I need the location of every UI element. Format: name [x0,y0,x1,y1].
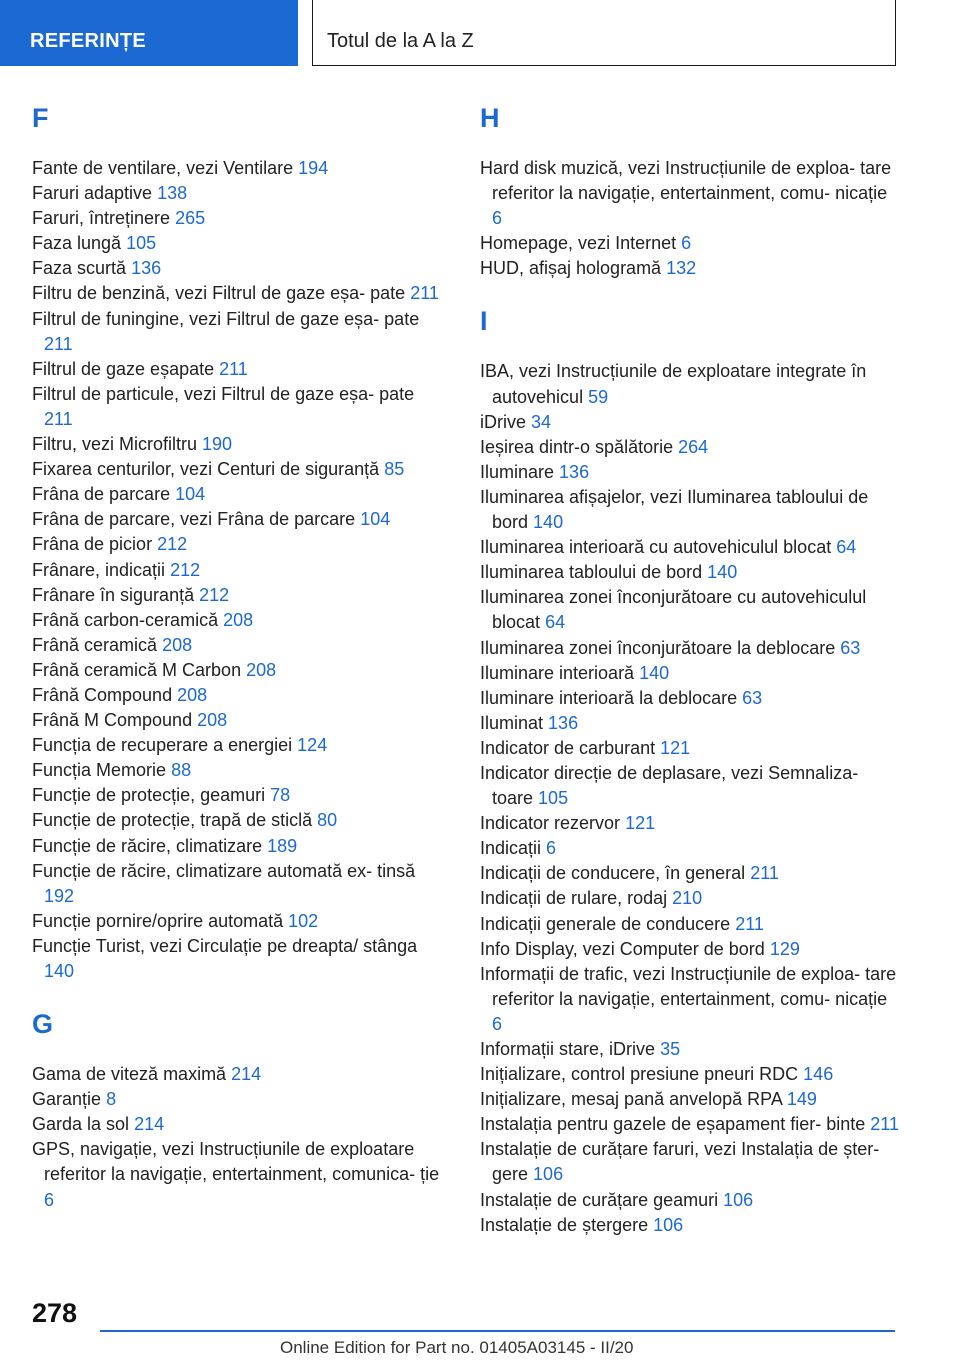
index-page-link[interactable]: 35 [660,1039,681,1059]
index-page-link[interactable]: 140 [707,562,738,583]
page-number: 278 [32,1298,78,1328]
index-entry [32,532,442,557]
index-entry [32,859,442,909]
index-page-link[interactable]: 192 [44,885,75,906]
index-page-link[interactable]: 104 [175,484,206,505]
index-entry [480,736,900,761]
index-entry-text: Filtrul de gaze eșapate [32,358,215,379]
index-entry [480,1188,900,1213]
index-page-link[interactable]: 102 [288,910,319,931]
index-entry [32,558,442,583]
index-page-link[interactable]: 211 [410,283,439,304]
index-entry [32,758,442,783]
index-page-link[interactable]: 105 [126,233,157,254]
index-page-link[interactable]: 208 [197,710,228,731]
index-entry [480,811,900,836]
index-entry-text: Funcție Turist, vezi Circulație pe dreapta/ stânga [32,935,418,956]
index-entry [32,482,442,507]
index-entry-text: Informații de trafic, vezi Instrucțiunile de exploa‐ tare referitor la navigație, entertainment, comu‐ nicație [480,963,897,1009]
index-entry-text: Ieșirea dintr-o spălătorie [480,436,674,457]
header-section-tab [0,0,298,66]
index-page-link[interactable]: 59 [588,386,609,407]
index-entry [480,535,900,560]
index-entry-text: Instalație de ștergere [480,1214,649,1235]
index-entry-text: Frână carbon-ceramică [32,609,219,630]
index-page-link[interactable]: 106 [533,1164,564,1185]
header-chapter-box [312,0,896,66]
index-page-link[interactable]: 194 [298,158,329,178]
index-entry [480,156,900,231]
index-entry [480,761,900,811]
index-page-link[interactable]: 211 [735,913,764,934]
index-entry-text: Funcție de răcire, climatizare automată ex‐ tinsă [32,860,416,881]
index-entry-text: Iluminarea zonei înconjurătoare cu autovehiculul blocat [480,587,867,633]
index-entry-text: IBA, vezi Instrucțiunile de exploatare integrate în autovehicul [480,361,867,407]
index-entry [480,1213,900,1238]
index-page-link[interactable]: 208 [223,609,254,630]
index-entry [32,909,442,934]
index-entry [480,886,900,911]
index-entry [32,1137,442,1212]
index-letter-heading: F [32,103,49,133]
index-entry-text: Instalația pentru gazele de eșapament fier‐ binte [480,1114,866,1135]
index-entry-text: Frână Compound [32,684,173,705]
index-entry [480,661,900,686]
index-entry [480,1087,900,1112]
index-page-link[interactable]: 6 [492,1013,503,1034]
index-entry-text: Iluminare interioară la deblocare [480,687,738,708]
index-page-link[interactable]: 136 [131,258,162,279]
index-page-link[interactable]: 106 [653,1214,684,1235]
index-entry-text: Fante de ventilare, vezi Ventilare [32,158,294,178]
index-entry [32,1087,442,1112]
index-entry-text: Iluminarea afișajelor, vezi Iluminarea tabloului de bord [480,486,869,533]
index-entry [480,686,900,711]
index-entry-text: Iluminare interioară [480,662,635,683]
index-page-link[interactable]: 63 [742,687,763,708]
index-entry-text: Homepage, vezi Internet [480,233,677,254]
index-entry [480,585,900,635]
index-entry [32,1112,442,1137]
index-page-link[interactable]: 211 [750,863,779,884]
index-entry [480,937,900,962]
index-entry-text: Indicator de carburant [480,737,656,758]
index-page-link[interactable]: 34 [531,411,552,432]
index-entry-text: HUD, afișaj hologramă [480,258,662,279]
index-entry [480,1137,900,1187]
index-entry-text: Frânare, indicații [32,559,166,580]
index-entry [32,307,442,357]
index-entry [480,560,900,585]
index-column-right [480,100,900,1238]
index-entry-text: Frână M Compound [32,710,193,731]
index-letter-heading: I [480,306,488,337]
index-page-link[interactable]: 212 [157,534,188,555]
index-entry-text: Frâna de parcare [32,484,171,505]
index-page-link[interactable]: 64 [545,612,566,633]
index-entry [480,962,900,1037]
index-page-link[interactable]: 85 [384,459,405,480]
header-chapter-label: Totul de la A la Z [327,30,474,52]
index-page-link[interactable]: 6 [492,208,503,229]
index-entry-text: Indicații generale de conducere [480,913,731,934]
index-entry-text: Garda la sol [32,1114,130,1135]
index-page-link[interactable]: 63 [840,637,861,658]
index-entry [32,432,442,457]
index-entry [32,583,442,608]
index-entry-text: Indicator direcție de deplasare, vezi Semnaliza‐ toare [480,762,859,809]
index-entry [32,708,442,733]
index-page-link[interactable]: 140 [533,512,564,533]
index-entry-text: Iluminarea tabloului de bord [480,562,703,583]
index-entry [32,633,442,658]
index-entry-text: Funcția Memorie [32,760,167,781]
index-entry-text: Filtru, vezi Microfiltru [32,434,198,455]
index-page-link[interactable]: 146 [803,1064,834,1085]
index-page-link[interactable]: 129 [769,938,800,959]
index-entry [480,460,900,485]
index-page-link[interactable]: 264 [678,436,709,457]
index-entry [480,836,900,861]
index-entry [32,231,442,256]
index-entry-text: Indicații de conducere, în general [480,863,746,884]
index-entry-text: Inițializare, control presiune pneuri RDC [480,1064,799,1085]
index-entry [480,359,900,409]
index-entry-text: Faruri, întreținere [32,208,171,229]
index-entry-text: Frâna de parcare, vezi Frâna de parcare [32,509,356,530]
index-entry-text: Indicații de rulare, rodaj [480,888,668,909]
footer-edition: Online Edition for Part no. 01405A03145 - II/20 [280,1338,634,1357]
index-entry-text: Iluminat [480,712,544,733]
index-page-link[interactable]: 104 [360,509,391,530]
index-entry-text: Funcție de protecție, geamuri [32,785,266,806]
index-entry-text: Informații stare, iDrive [480,1039,656,1059]
index-page-link[interactable]: 211 [44,408,73,429]
index-entry [480,410,900,435]
index-entry-text: Hard disk muzică, vezi Instrucțiunile de exploa‐ tare referitor la navigație, entertainment, comu‐ nicație [480,158,892,204]
index-entry-text: Iluminare [480,461,555,482]
index-page-link[interactable]: 138 [157,183,188,204]
index-entry [32,608,442,633]
index-page-link[interactable]: 6 [546,838,557,859]
index-page-link[interactable]: 190 [202,434,233,455]
index-entry [32,507,442,532]
index-entry [480,231,900,256]
index-entry [32,206,442,231]
index-entry-text: Info Display, vezi Computer de bord [480,938,765,959]
index-page-link[interactable]: 106 [723,1189,754,1210]
index-entry [32,934,442,984]
index-entry-text: iDrive [480,411,527,432]
index-page-link[interactable]: 212 [170,559,201,580]
index-entry-text: Filtrul de funingine, vezi Filtrul de gaze eșa‐ pate [32,308,420,329]
index-page-link[interactable]: 6 [44,1189,55,1210]
index-entry [480,636,900,661]
index-entry-text: Fixarea centurilor, vezi Centuri de siguranță [32,459,380,480]
index-entry-text: Indicator rezervor [480,813,621,834]
index-entry [32,1062,442,1087]
index-page-link[interactable]: 208 [246,659,277,680]
index-page-link[interactable]: 6 [681,233,692,254]
index-page-link[interactable]: 88 [171,760,192,781]
header-section-label: REFERINȚE [30,30,147,52]
index-page-link[interactable]: 211 [870,1114,899,1135]
index-entry [480,435,900,460]
index-entry-text: Faza scurtă [32,258,127,279]
index-page-link[interactable]: 208 [162,634,193,655]
index-entry [32,733,442,758]
index-entry [480,912,900,937]
index-page-link[interactable]: 105 [538,788,569,809]
index-entry [32,457,442,482]
index-entry-text: Funcție de protecție, trapă de sticlă [32,810,313,831]
index-entry [480,861,900,886]
index-page-link[interactable]: 214 [231,1064,262,1085]
index-page-link[interactable]: 212 [199,584,230,605]
index-entry-text: Funcția de recuperare a energiei [32,735,293,756]
index-entry [480,256,900,281]
index-entry-text: Gama de viteză maximă [32,1064,227,1085]
index-entry-text: Faruri adaptive [32,183,153,204]
index-entry [32,281,442,306]
index-page-link[interactable]: 64 [836,537,857,558]
index-page-link[interactable]: 124 [297,735,328,756]
index-entry [32,783,442,808]
index-entry-text: Garanție [32,1089,102,1110]
index-entry-text: Frână ceramică [32,634,158,655]
index-entry-text: Faza lungă [32,233,122,254]
index-entry-text: Filtru de benzină, vezi Filtrul de gaze eșa‐ pate [32,283,406,304]
index-page-link[interactable]: 265 [175,208,206,229]
index-entry [32,382,442,432]
index-letter-heading: H [480,103,500,133]
index-page-link[interactable]: 211 [44,333,73,354]
index-entry [32,808,442,833]
index-entry-text: Instalație de curățare geamuri [480,1189,719,1210]
index-page-link[interactable]: 80 [317,810,338,831]
index-page-link[interactable]: 211 [219,358,248,379]
index-letter-heading: G [32,1009,54,1040]
index-page-link[interactable]: 121 [660,737,691,758]
index-entry [32,357,442,382]
index-page-link[interactable]: 214 [134,1114,165,1135]
index-entry [32,156,442,181]
index-entry [480,1037,900,1062]
index-page-link[interactable]: 210 [672,888,703,909]
index-entry [480,1112,900,1137]
index-entry-text: Indicații [480,838,542,859]
index-page-link[interactable]: 208 [177,684,208,705]
footer-divider [100,1330,895,1332]
index-entry [32,181,442,206]
index-entry [32,256,442,281]
index-entry-text: Instalație de curățare faruri, vezi Instalația de șter‐ gere [480,1139,880,1185]
index-entry-text: Frâna de picior [32,534,153,555]
index-page-link[interactable]: 140 [44,961,75,981]
index-entry [480,1062,900,1087]
index-page-link[interactable]: 149 [786,1089,817,1110]
index-page-link[interactable]: 140 [639,662,670,683]
index-entry [480,711,900,736]
index-entry-text: GPS, navigație, vezi Instrucțiunile de exploatare referitor la navigație, entertainment, comunica‐ ție [32,1139,440,1185]
index-entry-text: Iluminarea zonei înconjurătoare la deblocare [480,637,836,658]
index-entry-text: Iluminarea interioară cu autovehiculul blocat [480,537,832,558]
index-entry [32,834,442,859]
index-page-link[interactable]: 136 [559,461,590,482]
index-entry-text: Funcție de răcire, climatizare [32,835,263,856]
index-entry-text: Inițializare, mesaj pană anvelopă RPA [480,1089,782,1110]
index-entry-text: Filtrul de particule, vezi Filtrul de gaze eșa‐ pate [32,383,415,404]
index-page-link[interactable]: 136 [548,712,579,733]
index-entry-text: Frână ceramică M Carbon [32,659,242,680]
index-page-link[interactable]: 78 [270,785,291,806]
index-entry-text: Frânare în siguranță [32,584,195,605]
index-column-left [32,100,442,1213]
index-entry [480,485,900,535]
index-page-link[interactable]: 132 [666,258,697,279]
index-page-link[interactable]: 121 [625,813,656,834]
index-entry [32,683,442,708]
index-entry [32,658,442,683]
index-page-link[interactable]: 189 [267,835,298,856]
index-entry-text: Funcție pornire/oprire automată [32,910,284,931]
index-page-link[interactable]: 8 [106,1089,117,1110]
